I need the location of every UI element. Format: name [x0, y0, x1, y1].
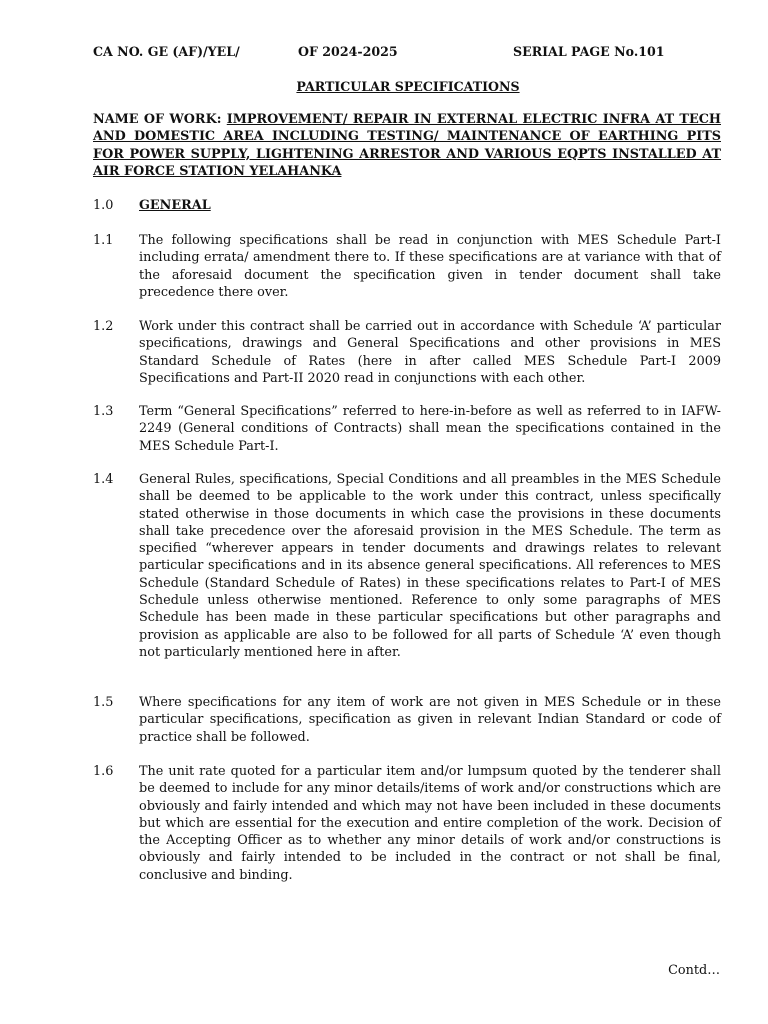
paragraph-number: 1.4	[93, 472, 114, 487]
name-of-work-label: NAME OF WORK:	[93, 112, 222, 127]
paragraph	[93, 694, 721, 746]
ca-number: CA NO. GE (AF)/YEL/	[93, 44, 240, 59]
serial-page-number: SERIAL PAGE No.101	[513, 44, 665, 59]
page-header	[0, 44, 768, 62]
paragraph-number: 1.2	[93, 319, 114, 334]
paragraph	[93, 232, 721, 301]
continued-note: Contd…	[668, 963, 720, 978]
section-heading	[93, 197, 721, 214]
paragraph-text: General Rules, specifications, Special Conditions and all preambles in the MES Schedule shall be deemed to be applicable to the work under this contract, unless specifically stated otherwise in those documents in which case the provisions in these documents shall take precedence over the aforesaid provision in the MES Schedule. The term as specified “wherever appears in tender documents and drawings relates to relevant particular specifications and in its absence general specifications. All references to MES Schedule (Standard Schedule of Rates) in these specifications relates to Part-I of MES Schedule unless otherwise mentioned. Reference to only some paragraphs of MES Schedule has been made in these particular specifications but other paragraphs and provision as applicable are also to be followed for all parts of Schedule ‘A’ even though not particularly mentioned here in after.	[139, 472, 721, 660]
contract-year: OF 2024-2025	[298, 44, 398, 59]
paragraph-number: 1.1	[93, 233, 114, 248]
paragraph-text: Term “General Specifications” referred to here-in-before as well as referred to in IAFW-2249 (General conditions of Contracts) shall mean the specifications contained in the MES Schedule Part-I.	[139, 404, 721, 454]
paragraph-text: Work under this contract shall be carried out in accordance with Schedule ‘A’ particular specifications, drawings and General Specifications and other provisions in MES Standard Schedule of Rates (here in after called MES Schedule Part-I 2009 Specifications and Part-II 2020 read in conjunctions with each other.	[139, 319, 721, 386]
paragraph	[93, 763, 721, 884]
paragraph-text: Where specifications for any item of work are not given in MES Schedule or in these particular specifications, specification as given in relevant Indian Standard or code of practice shall be followed.	[139, 695, 721, 745]
paragraph	[93, 318, 721, 387]
paragraph-text: The following specifications shall be read in conjunction with MES Schedule Part-I including errata/ amendment there to. If these specifications are at variance with that of the aforesaid document the specification given in tender document shall take precedence there over.	[139, 233, 721, 300]
paragraph-text: The unit rate quoted for a particular item and/or lumpsum quoted by the tenderer shall be deemed to include for any minor details/items of work and/or constructions which are obviously and fairly intended and which may not have been included in these documents but which are essential for the execution and entire completion of the work. Decision of the Accepting Officer as to whether any minor details of work and/or constructions is obviously and fairly intended to be included in the contract or not shall be final, conclusive and binding.	[139, 764, 721, 883]
section-title: GENERAL	[139, 198, 211, 213]
paragraph	[93, 471, 721, 661]
name-of-work-text: IMPROVEMENT/ REPAIR IN EXTERNAL ELECTRIC INFRA AT TECH AND DOMESTIC AREA INCLUDING TESTING/ MAINTENANCE OF EARTHING PITS FOR POWER SUPPLY, LIGHTENING ARRESTOR AND VARIOUS EQPTS INSTALLED AT AIR FORCE STATION YELAHANKA	[93, 112, 721, 179]
page-title: PARTICULAR SPECIFICATIONS	[296, 79, 520, 94]
paragraph-number: 1.3	[93, 404, 114, 419]
paragraph-number: 1.5	[93, 695, 114, 710]
name-of-work	[93, 111, 721, 180]
paragraph-number: 1.6	[93, 764, 114, 779]
section-number: 1.0	[93, 198, 114, 213]
paragraph	[93, 403, 721, 455]
